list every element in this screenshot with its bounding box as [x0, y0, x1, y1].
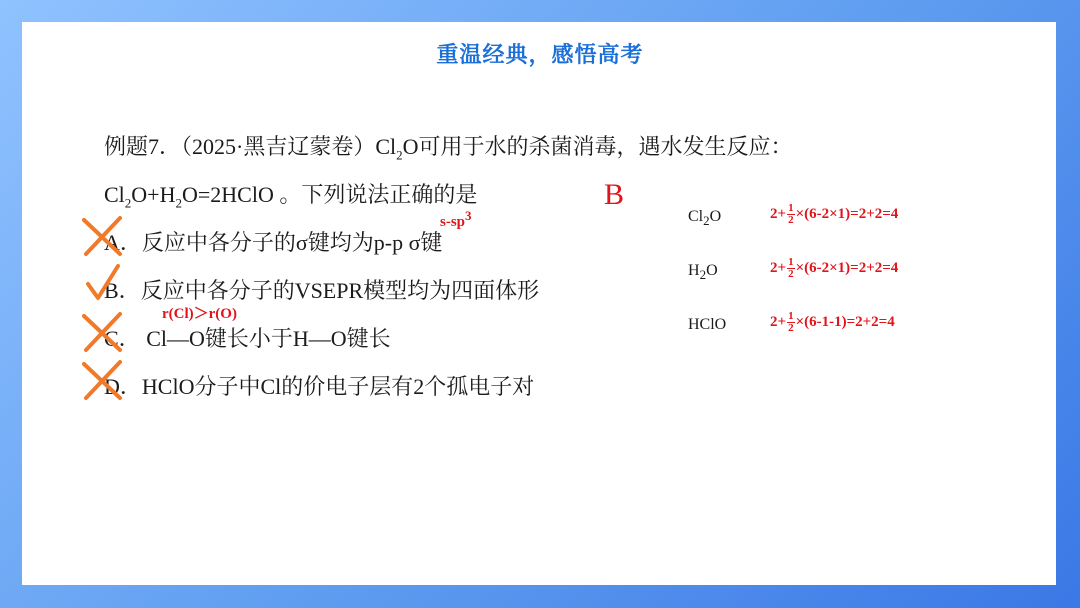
calc-label-cl2o: $Cl_2O$ [688, 208, 722, 229]
page-title: 重温经典，感悟高考 [436, 43, 644, 68]
option-b: B．反应中各分子的VSEPR模型均为四面体形 [104, 278, 540, 303]
answer-letter: B [604, 178, 625, 211]
cross-icon [80, 358, 124, 402]
question-line-1: 例题7．（2025·黑吉辽蒙卷）$Cl_2O$可用于水的杀菌消毒，遇水发生反应： [104, 134, 793, 163]
option-c-annotation: r(Cl)＞r(O) [162, 306, 237, 322]
check-icon [84, 262, 124, 306]
calc-hclo: 2+ $\frac{1}{2}$ ×(6-1-1)=2+2=4 [770, 310, 895, 334]
calc-cl2o: 2+ $\frac{1}{2}$ ×(6-2×1)=2+2=4 [770, 202, 899, 226]
cross-icon [80, 214, 124, 258]
option-d: D．HClO分子中Cl的价电子层有2个孤电子对 [104, 374, 535, 399]
option-a: A．反应中各分子的σ键均为p-p σ键 [104, 230, 443, 255]
question-line-2: $Cl_2O+H_2O=2HClO$ 。下列说法正确的是 [104, 182, 478, 211]
calc-label-h2o: $H_2O$ [688, 262, 718, 283]
calc-label-hclo: HClO [688, 316, 727, 333]
cross-icon [80, 310, 124, 354]
option-c: C． Cl—O键长小于H—O键长 [104, 326, 391, 351]
option-a-annotation: $s-sp^3$ [440, 208, 472, 230]
calc-h2o: 2+ $\frac{1}{2}$ ×(6-2×1)=2+2=4 [770, 256, 899, 280]
